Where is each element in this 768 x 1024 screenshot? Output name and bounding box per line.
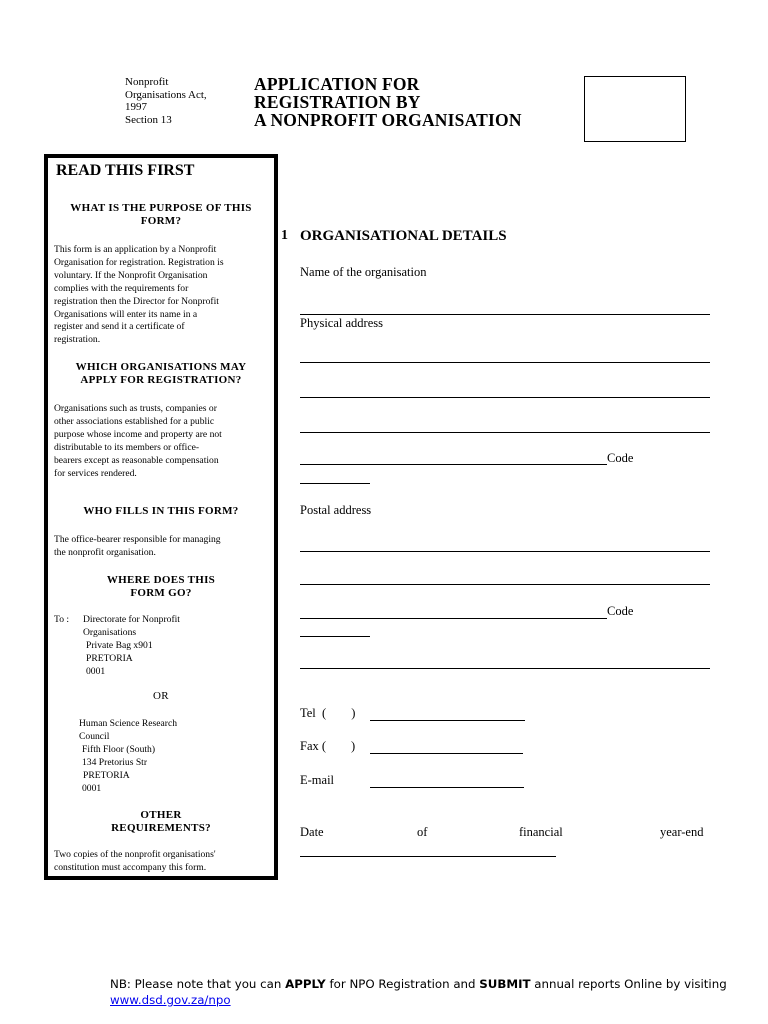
tel-field[interactable] xyxy=(370,720,525,721)
act-line: Organisations Act, xyxy=(125,88,207,101)
physical-address-line-1[interactable] xyxy=(300,362,710,363)
act-line: 1997 xyxy=(125,101,147,113)
date-word: Date xyxy=(300,825,324,839)
section-number: 1 xyxy=(281,228,288,243)
npo-link[interactable]: www.dsd.gov.za/npo xyxy=(110,993,231,1007)
physical-address-line-2[interactable] xyxy=(300,397,710,398)
fax-label: Fax ( ) xyxy=(300,739,356,753)
email-field[interactable] xyxy=(370,787,524,788)
title-line: REGISTRATION BY xyxy=(254,92,421,112)
org-name-field[interactable] xyxy=(300,314,710,315)
which-text: Organisations such as trusts, companies or other associations established for a public purpose whose income and property are not distributable to its members or office- bearers except as reasonable compensation for services rendered. xyxy=(54,403,222,479)
where-heading: WHERE DOES THIS FORM GO? xyxy=(106,574,216,599)
submit-emphasis: SUBMIT xyxy=(479,977,531,991)
purpose-text: This form is an application by a Nonprofit Organisation for registration. Registration is voluntary. If the Nonprofit Organisation complies with the requirements for registration then the Director for Nonprofit Organisations will enter its name in a register and send it a certificate of registration. xyxy=(54,244,224,346)
read-this-first-box xyxy=(44,154,278,880)
year-end-word: year-end xyxy=(660,825,704,839)
org-name-label: Name of the organisation xyxy=(300,265,427,279)
which-heading: WHICH ORGANISATIONS MAY APPLY FOR REGISTRATION? xyxy=(75,361,247,386)
purpose-heading: WHAT IS THE PURPOSE OF THIS FORM? xyxy=(70,202,252,227)
financial-word: financial xyxy=(519,825,563,839)
or-label: OR xyxy=(153,690,169,702)
act-line: Section 13 xyxy=(125,113,172,126)
office-use-box xyxy=(584,76,686,142)
financial-year-end-field[interactable] xyxy=(300,856,556,857)
other-heading: OTHER REQUIREMENTS? xyxy=(111,809,211,834)
to-label: To : xyxy=(54,614,70,625)
nb-note: NB: Please note that you can APPLY for NPO Registration and SUBMIT annual reports Online by visiting www.dsd.gov.za/npo xyxy=(110,977,727,1007)
postal-address-line-3[interactable] xyxy=(300,618,607,619)
physical-address-line-3[interactable] xyxy=(300,432,710,433)
section-heading: ORGANISATIONAL DETAILS xyxy=(300,228,507,244)
address-directorate: Directorate for Nonprofit Organisations Private Bag x901 PRETORIA 0001 xyxy=(83,614,180,677)
act-reference xyxy=(125,76,235,126)
postal-address-label: Postal address xyxy=(300,503,372,517)
title-line: APPLICATION FOR xyxy=(254,74,420,94)
postal-code-field[interactable] xyxy=(300,636,370,637)
act-line: Nonprofit xyxy=(125,76,169,88)
physical-address-label: Physical address xyxy=(300,316,383,330)
who-text: The office-bearer responsible for managing the nonprofit organisation. xyxy=(54,534,221,558)
postal-address-line-4[interactable] xyxy=(300,668,710,669)
title-line: A NONPROFIT ORGANISATION xyxy=(254,110,522,130)
of-word: of xyxy=(417,825,428,839)
postal-address-line-1[interactable] xyxy=(300,551,710,552)
postal-address-line-2[interactable] xyxy=(300,584,710,585)
apply-emphasis: APPLY xyxy=(285,977,326,991)
postal-code-label: Code xyxy=(607,604,634,618)
who-heading: WHO FILLS IN THIS FORM? xyxy=(83,505,239,517)
read-first-title: READ THIS FIRST xyxy=(56,162,195,179)
physical-code-field[interactable] xyxy=(300,483,370,484)
email-label: E-mail xyxy=(300,773,335,787)
fax-field[interactable] xyxy=(370,753,523,754)
tel-label: Tel ( ) xyxy=(300,706,356,720)
address-hsrc: Human Science Research Council Fifth Floor (South) 134 Pretorius Str PRETORIA 0001 xyxy=(79,718,178,794)
other-text: Two copies of the nonprofit organisations' constitution must accompany this form. xyxy=(54,849,216,873)
physical-code-label: Code xyxy=(607,451,634,465)
form-title xyxy=(254,75,522,129)
physical-address-line-4[interactable] xyxy=(300,464,607,465)
